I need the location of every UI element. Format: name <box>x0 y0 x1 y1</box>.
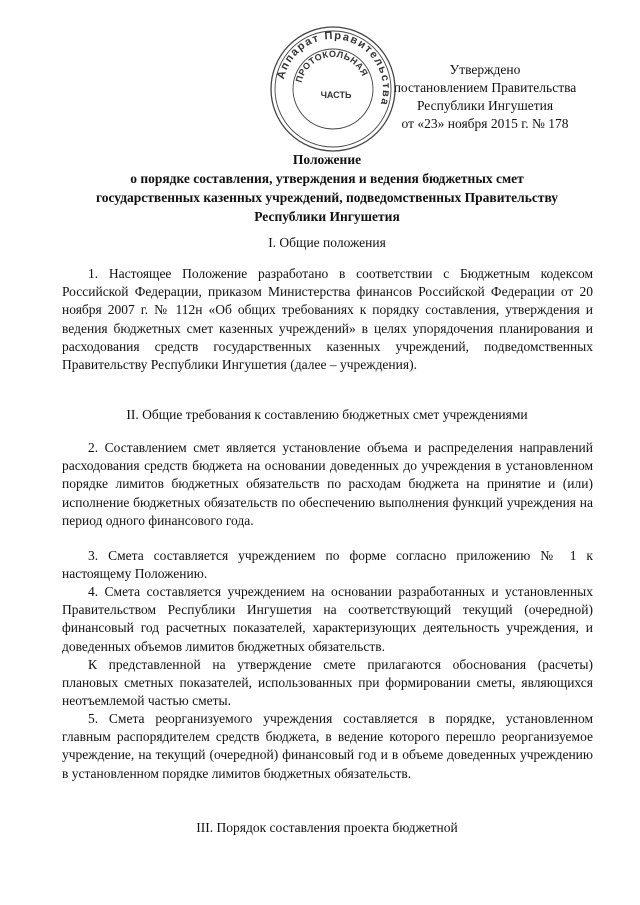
stamp-inner-text: ПРОТОКОЛЬНАЯ <box>293 48 370 84</box>
paragraph-5: 5. Смета реорганизуемого учреждения составляется в порядке, установленном главным распорядителем средств бюджета, в ведение которого перешло реорганизуемое учреждение, на текущий (очередной) финансовый год и в объеме доведенных учреждению в установленном порядке лимитов бюджетных обязательств. <box>62 711 593 781</box>
approval-line-1: Утверждено <box>449 62 521 77</box>
paragraph-4-continuation: К представленной на утверждение смете прилагаются обоснования (расчеты) плановых сметных показателей, использованных при формировании сметы, являющихся неотъемлемой частью сметы. <box>62 657 593 709</box>
section-1-heading: I. Общие положения <box>268 235 386 250</box>
stamp-outer-text: Аппарат Правительства <box>275 29 393 108</box>
paragraph-1: 1. Настоящее Положение разработано в соответствии с Бюджетным кодексом Российской Федерации, приказом Министерства финансов Российской Федерации от 20 ноября 2007 г. № 112н «Об общих требованиях к порядку составления, утверждения и ведения бюджетных смет казенных учреждений» в целях упорядочения планирования и расходования средств государственных казенных учреждений, подведомственных Правительству Республики Ингушетия (далее – учреждения). <box>62 266 593 373</box>
title-line-1: Положение <box>292 152 362 167</box>
section-2-heading: II. Общие требования к составлению бюджетных смет учреждениями <box>126 407 528 422</box>
approval-block <box>360 61 610 133</box>
approval-line-4: от «23» ноября 2015 г. № 178 <box>401 116 569 131</box>
stamp-center-text: ЧАСТЬ <box>320 90 352 100</box>
section-3-heading: III. Порядок составления проекта бюджетной <box>196 820 458 835</box>
paragraph-3: 3. Смета составляется учреждением по форме согласно приложению № 1 к настоящему Положению. <box>62 548 593 582</box>
title-line-3: государственных казенных учреждений, подведомственных Правительству <box>95 190 559 205</box>
svg-text:ПРОТОКОЛЬНАЯ <box>294 49 370 84</box>
title-line-2: о порядке составления, утверждения и ведения бюджетных смет <box>130 171 524 186</box>
approval-line-2: постановлением Правительства <box>393 80 577 95</box>
document-title <box>62 150 592 226</box>
title-line-4: Республики Ингушетия <box>254 209 400 224</box>
approval-line-3: Республики Ингушетия <box>416 98 554 113</box>
paragraph-2: 2. Составлением смет является установление объема и распределения направлений расходования средств бюджета на основании доведенных до учреждения в установленном порядке лимитов бюджетных обязательств по расходам бюджета на принятие и (или) исполнение бюджетных обязательств по обеспечению выполнения функций учреждения на период одного финансового года. <box>62 440 593 528</box>
paragraph-4: 4. Смета составляется учреждением на основании разработанных и установленных Правительством Республики Ингушетия на соответствующий текущий (очередной) финансовый год расчетных показателей, характеризующих деятельность учреждения, и доведенных объемов лимитов бюджетных обязательств. <box>62 584 593 654</box>
